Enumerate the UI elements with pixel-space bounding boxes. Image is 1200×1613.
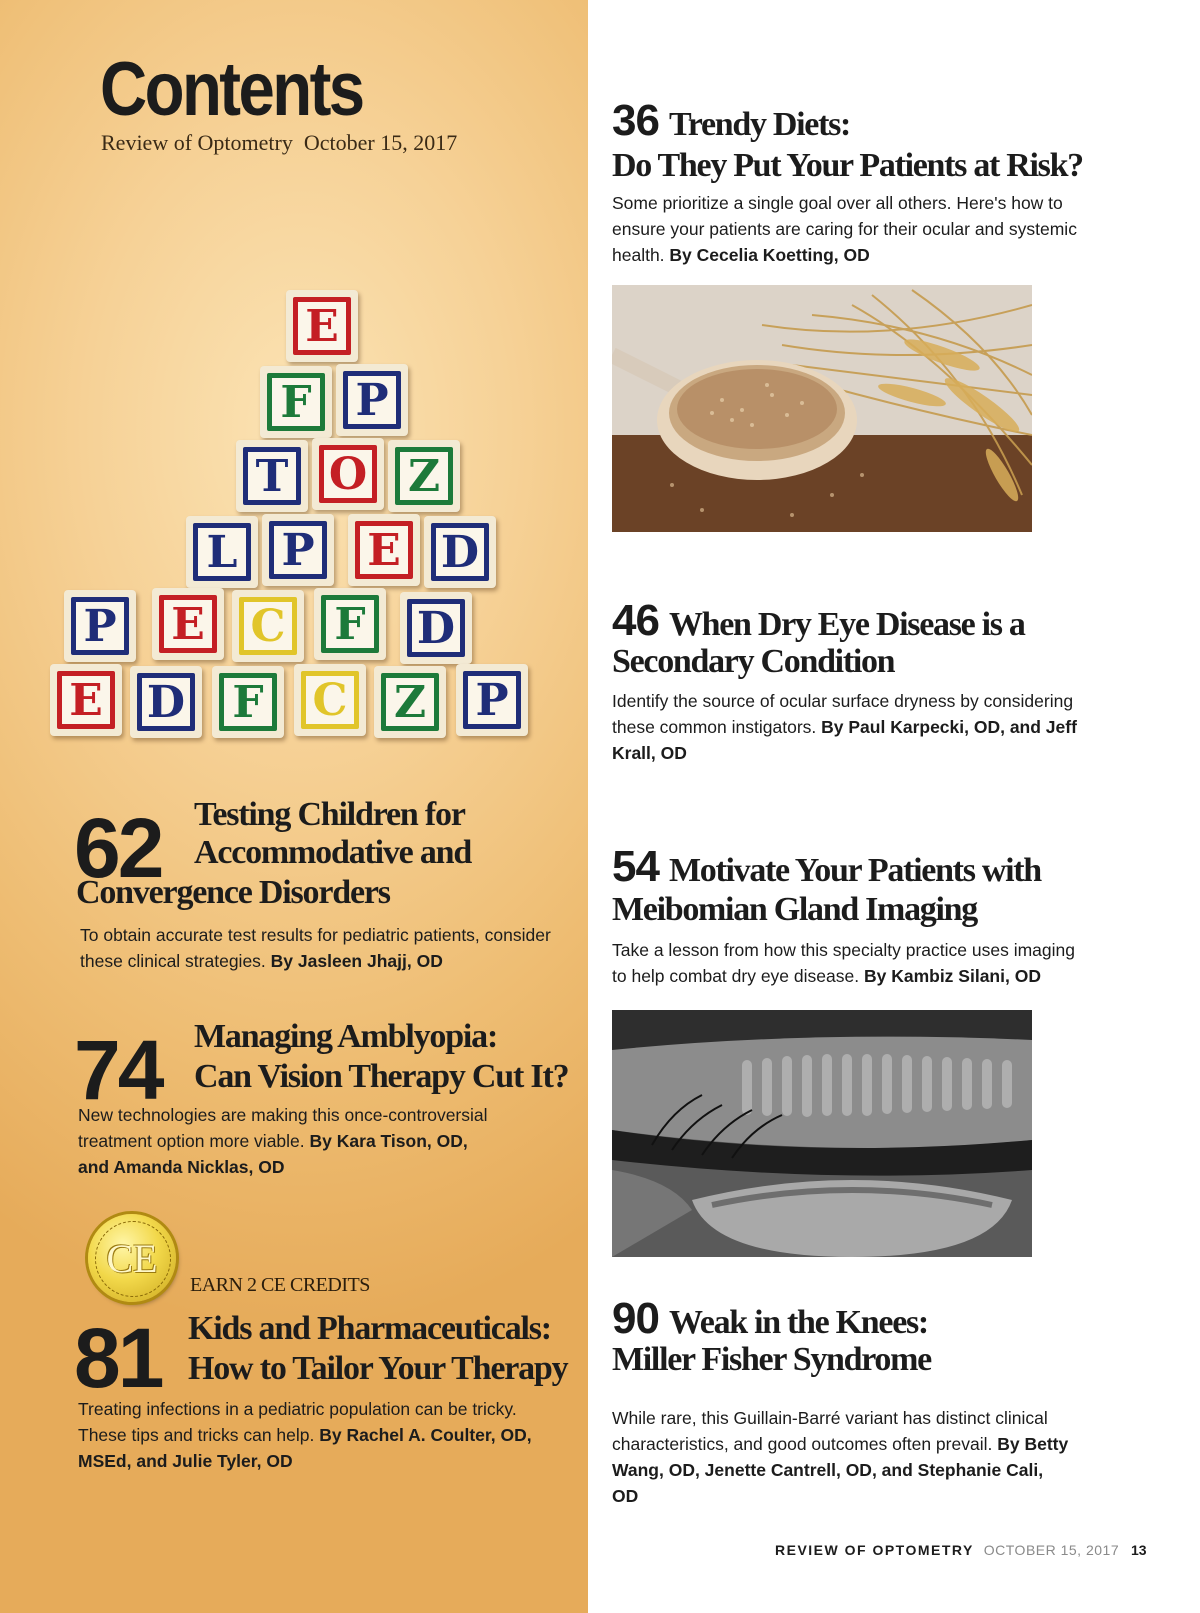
article-heading <box>612 596 1112 646</box>
letter-block: F <box>260 366 332 438</box>
article-title-line: Weak in the Knees: <box>668 1304 928 1341</box>
article-description: Identify the source of ocular surface dryness by considering these common instigators. By Paul Karpecki, OD, and Jeff Krall, OD <box>612 691 1077 763</box>
letter-block: P <box>456 664 528 736</box>
ce-badge-icon: CE <box>88 1214 176 1302</box>
page-title: Contents <box>100 47 363 132</box>
meibomian-gland-image <box>612 1010 1032 1257</box>
letter-block: D <box>400 592 472 664</box>
article-byline: By Kara Tison, OD, and Amanda Nicklas, OD <box>78 1131 468 1177</box>
issue-subtitle: Review of Optometry October 15, 2017 <box>101 130 458 155</box>
letter-block: C <box>232 590 304 662</box>
letter-block: D <box>130 666 202 738</box>
letter-block: Z <box>374 666 446 738</box>
article-number: 54 <box>612 842 659 891</box>
letter-block: Z <box>388 440 460 512</box>
article-description: While rare, this Guillain-Barré variant has distinct clinical characteristics, and good outcomes often prevail. By Betty Wang, OD, Jenette Cantrell, OD, and Stephanie Cali, OD <box>612 1408 1069 1506</box>
article-number: 90 <box>612 1294 659 1343</box>
article-description: Treating infections in a pediatric population can be tricky. These tips and tricks can help. By Rachel A. Coulter, OD, MSEd, and Julie Tyler, OD <box>78 1399 532 1471</box>
article-description: Some prioritize a single goal over all others. Here's how to ensure your patients are caring for their ocular and systemic health. By Cecelia Koetting, OD <box>612 193 1077 265</box>
letter-block: F <box>212 666 284 738</box>
ce-credits-kicker: EARN 2 CE CREDITS <box>190 1274 370 1296</box>
letter-block: E <box>152 588 224 660</box>
letter-block: E <box>286 290 358 362</box>
article-number: 81 <box>74 1311 162 1405</box>
ce-badge-ring <box>95 1221 171 1297</box>
left-panel <box>0 0 588 1613</box>
article-number: 36 <box>612 96 659 145</box>
article-number: 74 <box>74 1023 162 1117</box>
article-title-line: Motivate Your Patients with <box>668 852 1041 889</box>
article-title-line: Accommodative and <box>194 834 472 871</box>
letter-block: P <box>262 514 334 586</box>
article-byline: By Kambiz Silani, OD <box>863 966 1041 986</box>
article-byline: By Paul Karpecki, OD, and Jeff Krall, OD <box>612 717 1077 763</box>
article-title-line: Trendy Diets: <box>668 106 851 143</box>
article-byline: By Jasleen Jhajj, OD <box>270 951 443 971</box>
article-heading <box>612 96 1112 146</box>
article-title-line: Convergence Disorders <box>76 874 390 911</box>
footer-date: OCTOBER 15, 2017 <box>983 1542 1120 1558</box>
letter-block: L <box>186 516 258 588</box>
letter-block: E <box>348 514 420 586</box>
article-number: 46 <box>612 596 659 645</box>
article-title-line: How to Tailor Your Therapy <box>188 1350 568 1387</box>
article-title-line: When Dry Eye Disease is a <box>668 606 1025 643</box>
letter-block: C <box>294 664 366 736</box>
article-description: New technologies are making this once-controversial treatment option more viable. By Kara Tison, OD, and Amanda Nicklas, OD <box>78 1105 488 1177</box>
letter-block: O <box>312 438 384 510</box>
letter-blocks-image <box>40 290 560 760</box>
article-title-line: Testing Children for <box>194 796 465 833</box>
article-title-line: Do They Put Your Patients at Risk? <box>612 147 1083 184</box>
article-heading <box>612 842 1112 892</box>
page-number: 13 <box>1131 1542 1147 1558</box>
article-title-line: Meibomian Gland Imaging <box>612 891 977 928</box>
article-title-line: Miller Fisher Syndrome <box>612 1341 931 1378</box>
article-byline: By Rachel A. Coulter, OD, MSEd, and Julie Tyler, OD <box>78 1425 532 1471</box>
article-title-line: Can Vision Therapy Cut It? <box>194 1058 569 1095</box>
letter-block: P <box>336 364 408 436</box>
article-byline: By Betty Wang, OD, Jenette Cantrell, OD, and Stephanie Cali, OD <box>612 1434 1069 1506</box>
letter-block: F <box>314 588 386 660</box>
article-title-line: Secondary Condition <box>612 643 895 680</box>
footer-publication: REVIEW OF OPTOMETRY <box>775 1542 974 1558</box>
letter-block: E <box>50 664 122 736</box>
article-description: Take a lesson from how this specialty practice uses imaging to help combat dry eye disease. By Kambiz Silani, OD <box>612 940 1075 986</box>
letter-block: P <box>64 590 136 662</box>
article-byline: By Cecelia Koetting, OD <box>669 245 870 265</box>
article-number: 62 <box>74 801 162 895</box>
article-heading <box>612 1294 1112 1344</box>
article-title-line: Kids and Pharmaceuticals: <box>188 1310 551 1347</box>
page-footer <box>775 1542 1147 1558</box>
article-description: To obtain accurate test results for pediatric patients, consider these clinical strategies. By Jasleen Jhajj, OD <box>80 925 551 971</box>
article-title-line: Managing Amblyopia: <box>194 1018 498 1055</box>
letter-block: T <box>236 440 308 512</box>
wheat-bran-photo <box>612 285 1032 532</box>
letter-block: D <box>424 516 496 588</box>
